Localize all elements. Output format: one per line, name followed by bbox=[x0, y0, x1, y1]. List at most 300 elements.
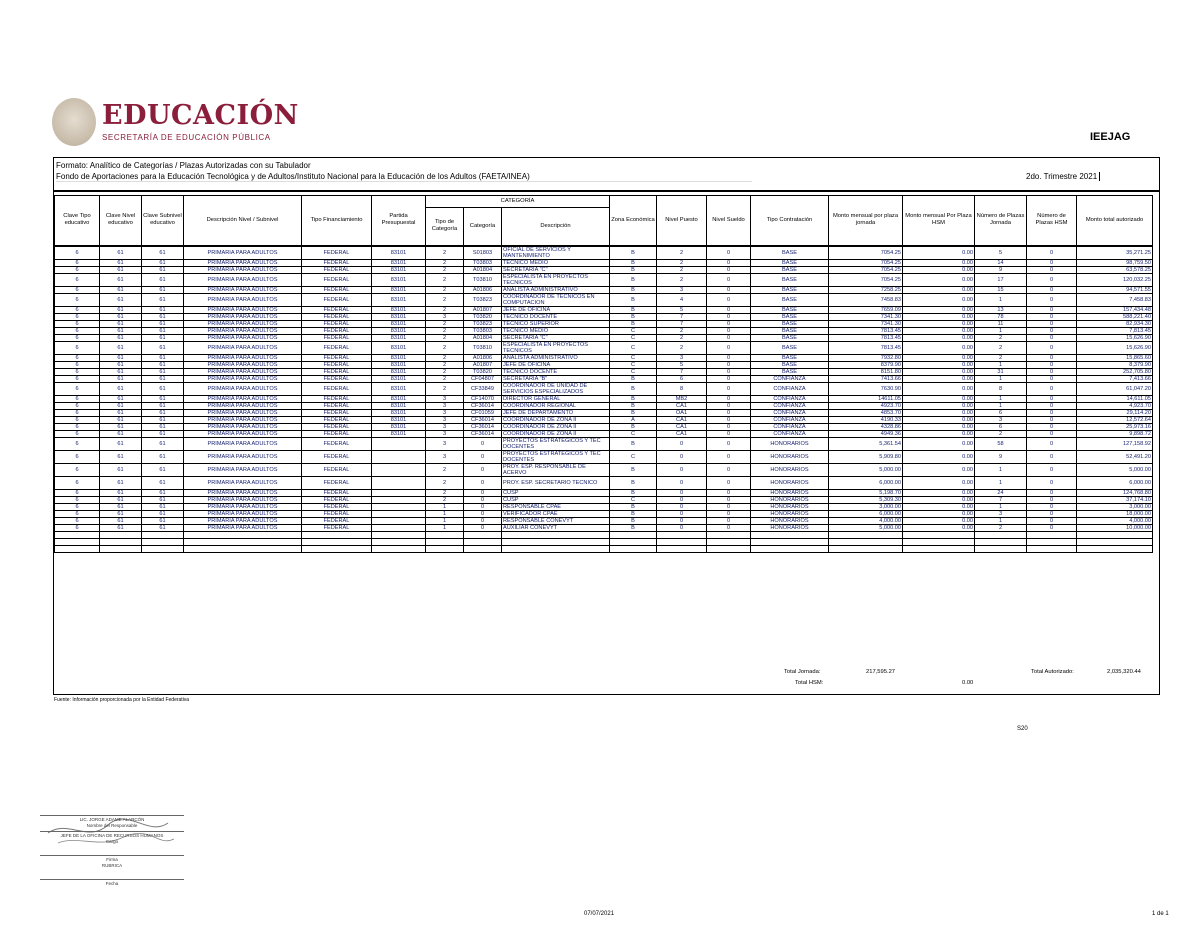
col-nivel-puesto: Nivel Puesto bbox=[657, 196, 707, 246]
col-tipo-financiamiento: Tipo Financiamiento bbox=[302, 196, 372, 246]
empty-cell bbox=[302, 538, 372, 545]
cell-descripcion-nivel: PRIMARIA PARA ADULTOS bbox=[184, 503, 302, 510]
cell-tipo-contratacion: BASE bbox=[751, 286, 829, 293]
cell-tipo-contratacion: HONORARIOS bbox=[751, 503, 829, 510]
cell-tipo-contratacion: BASE bbox=[751, 327, 829, 334]
cell-monto-hsm: 0.00 bbox=[903, 463, 975, 476]
cell-categoria: 0 bbox=[464, 489, 502, 496]
cell-clave-tipo: 6 bbox=[55, 368, 100, 375]
cell-monto-jornada: 5,909.80 bbox=[829, 450, 903, 463]
cell-financiamiento: FEDERAL bbox=[302, 402, 372, 409]
table-row bbox=[55, 524, 1153, 531]
cell-zona: B bbox=[610, 476, 657, 489]
cell-monto-total: 12,572.64 bbox=[1077, 416, 1153, 423]
cell-partida bbox=[372, 496, 426, 503]
cell-descripcion: CUSP bbox=[502, 496, 610, 503]
cell-tipo-categoria: 2 bbox=[426, 327, 464, 334]
cell-clave-tipo: 6 bbox=[55, 524, 100, 531]
cell-tipo-categoria: 2 bbox=[426, 496, 464, 503]
cell-num-hsm: 0 bbox=[1027, 409, 1077, 416]
cell-descripcion: ANALISTA ADMINISTRATIVO bbox=[502, 286, 610, 293]
cell-financiamiento: FEDERAL bbox=[302, 423, 372, 430]
cell-partida: 83101 bbox=[372, 246, 426, 260]
cell-zona: B bbox=[610, 503, 657, 510]
cell-clave-subnivel: 61 bbox=[142, 524, 184, 531]
cell-zona: B bbox=[610, 517, 657, 524]
cell-descripcion: TECNICO MEDIO bbox=[502, 259, 610, 266]
cell-zona: B bbox=[610, 313, 657, 320]
cell-clave-tipo: 6 bbox=[55, 266, 100, 273]
empty-cell bbox=[372, 545, 426, 552]
cell-tipo-contratacion: CONFIANZA bbox=[751, 416, 829, 423]
cell-zona: C bbox=[610, 496, 657, 503]
cell-nivel-puesto: 0 bbox=[657, 517, 707, 524]
cell-partida bbox=[372, 517, 426, 524]
cell-num-hsm: 0 bbox=[1027, 416, 1077, 423]
cell-descripcion: ESPECIALISTA EN PROYECTOS TECNICOS bbox=[502, 273, 610, 286]
signature-block bbox=[28, 809, 184, 889]
cell-partida: 83101 bbox=[372, 286, 426, 293]
cell-tipo-contratacion: BASE bbox=[751, 361, 829, 368]
cell-clave-subnivel: 61 bbox=[142, 334, 184, 341]
table-row bbox=[55, 450, 1153, 463]
cell-num-jornada: 78 bbox=[975, 313, 1027, 320]
cell-financiamiento: FEDERAL bbox=[302, 341, 372, 354]
cell-nivel-puesto: 5 bbox=[657, 306, 707, 313]
cell-clave-nivel: 61 bbox=[100, 395, 142, 402]
cell-clave-nivel: 61 bbox=[100, 476, 142, 489]
cell-clave-tipo: 6 bbox=[55, 430, 100, 437]
table-row bbox=[55, 327, 1153, 334]
cell-zona: C bbox=[610, 430, 657, 437]
cell-nivel-puesto: CA1 bbox=[657, 423, 707, 430]
cell-categoria: T03810 bbox=[464, 341, 502, 354]
cell-financiamiento: FEDERAL bbox=[302, 450, 372, 463]
cell-tipo-contratacion: HONORARIOS bbox=[751, 524, 829, 531]
cell-partida: 83101 bbox=[372, 327, 426, 334]
cell-monto-hsm: 0.00 bbox=[903, 382, 975, 395]
cell-tipo-contratacion: BASE bbox=[751, 354, 829, 361]
cell-nivel-sueldo: 0 bbox=[707, 402, 751, 409]
cell-monto-jornada: 7413.66 bbox=[829, 375, 903, 382]
cell-clave-subnivel: 61 bbox=[142, 450, 184, 463]
cell-monto-total: 18,000.00 bbox=[1077, 510, 1153, 517]
table-row bbox=[55, 382, 1153, 395]
cell-categoria: CF36014 bbox=[464, 402, 502, 409]
cell-monto-hsm: 0.00 bbox=[903, 341, 975, 354]
cell-descripcion: TECNICO DOCENTE bbox=[502, 368, 610, 375]
table-row bbox=[55, 375, 1153, 382]
cell-clave-tipo: 6 bbox=[55, 395, 100, 402]
table-row bbox=[55, 503, 1153, 510]
cell-clave-nivel: 61 bbox=[100, 402, 142, 409]
cell-tipo-categoria: 2 bbox=[426, 334, 464, 341]
cell-tipo-contratacion: BASE bbox=[751, 246, 829, 260]
col-descripcion-nivel: Descripción Nivel / Subnivel bbox=[184, 196, 302, 246]
cell-monto-total: 7,413.66 bbox=[1077, 375, 1153, 382]
empty-cell bbox=[751, 531, 829, 538]
cell-clave-subnivel: 61 bbox=[142, 246, 184, 260]
cell-nivel-sueldo: 0 bbox=[707, 517, 751, 524]
table-row bbox=[55, 354, 1153, 361]
cell-num-jornada: 2 bbox=[975, 354, 1027, 361]
cell-monto-hsm: 0.00 bbox=[903, 423, 975, 430]
cell-clave-subnivel: 61 bbox=[142, 489, 184, 496]
cell-financiamiento: FEDERAL bbox=[302, 375, 372, 382]
cell-num-hsm: 0 bbox=[1027, 286, 1077, 293]
cell-descripcion-nivel: PRIMARIA PARA ADULTOS bbox=[184, 341, 302, 354]
empty-cell bbox=[707, 538, 751, 545]
cell-tipo-categoria: 3 bbox=[426, 450, 464, 463]
cell-categoria: A01806 bbox=[464, 286, 502, 293]
cell-monto-total: 157,434.48 bbox=[1077, 306, 1153, 313]
cell-clave-tipo: 6 bbox=[55, 476, 100, 489]
cell-categoria: 0 bbox=[464, 437, 502, 450]
cell-num-hsm: 0 bbox=[1027, 402, 1077, 409]
cell-tipo-categoria: 2 bbox=[426, 375, 464, 382]
cell-tipo-contratacion: BASE bbox=[751, 368, 829, 375]
cell-num-hsm: 0 bbox=[1027, 320, 1077, 327]
cell-financiamiento: FEDERAL bbox=[302, 273, 372, 286]
cell-clave-nivel: 61 bbox=[100, 416, 142, 423]
cell-monto-total: 35,271.25 bbox=[1077, 246, 1153, 260]
table-row bbox=[55, 320, 1153, 327]
cell-nivel-puesto: 5 bbox=[657, 361, 707, 368]
empty-cell bbox=[903, 545, 975, 552]
cell-clave-subnivel: 61 bbox=[142, 402, 184, 409]
cell-num-jornada: 1 bbox=[975, 402, 1027, 409]
cell-monto-jornada: 14611.05 bbox=[829, 395, 903, 402]
cell-clave-nivel: 61 bbox=[100, 382, 142, 395]
cell-num-jornada: 14 bbox=[975, 259, 1027, 266]
cell-nivel-sueldo: 0 bbox=[707, 246, 751, 260]
signature-role: JEFE DE LA OFICINA DE RECURSOS HUMANOS bbox=[40, 831, 184, 838]
table-row bbox=[55, 463, 1153, 476]
cell-descripcion: PROYECTOS ESTRATEGICOS Y TEC DOCENTES bbox=[502, 437, 610, 450]
cell-num-jornada: 17 bbox=[975, 273, 1027, 286]
signature-rubrica: RUBRICA bbox=[101, 863, 123, 868]
col-monto-total: Monto total autorizado bbox=[1077, 196, 1153, 246]
cell-partida bbox=[372, 489, 426, 496]
cell-num-jornada: 1 bbox=[975, 476, 1027, 489]
cell-monto-hsm: 0.00 bbox=[903, 476, 975, 489]
cell-tipo-contratacion: BASE bbox=[751, 273, 829, 286]
cell-descripcion: SECRETARIA "C" bbox=[502, 334, 610, 341]
cell-monto-jornada: 4,000.00 bbox=[829, 517, 903, 524]
cell-nivel-puesto: 2 bbox=[657, 273, 707, 286]
cell-monto-jornada: 6,000.00 bbox=[829, 476, 903, 489]
cell-num-hsm: 0 bbox=[1027, 517, 1077, 524]
cell-monto-total: 252,705.80 bbox=[1077, 368, 1153, 375]
cell-clave-tipo: 6 bbox=[55, 375, 100, 382]
cell-clave-tipo: 6 bbox=[55, 510, 100, 517]
cell-tipo-categoria: 2 bbox=[426, 368, 464, 375]
cell-clave-nivel: 61 bbox=[100, 273, 142, 286]
cell-monto-jornada: 7258.25 bbox=[829, 286, 903, 293]
empty-cell bbox=[610, 538, 657, 545]
cell-monto-jornada: 4190.33 bbox=[829, 416, 903, 423]
cell-monto-jornada: 7630.90 bbox=[829, 382, 903, 395]
cell-clave-nivel: 61 bbox=[100, 259, 142, 266]
cell-descripcion-nivel: PRIMARIA PARA ADULTOS bbox=[184, 313, 302, 320]
empty-cell bbox=[426, 545, 464, 552]
cell-tipo-contratacion: BASE bbox=[751, 266, 829, 273]
empty-cell bbox=[707, 545, 751, 552]
cell-monto-total: 127,158.92 bbox=[1077, 437, 1153, 450]
cell-categoria: 0 bbox=[464, 503, 502, 510]
cell-clave-subnivel: 61 bbox=[142, 273, 184, 286]
cell-monto-jornada: 7813.45 bbox=[829, 334, 903, 341]
cell-monto-hsm: 0.00 bbox=[903, 334, 975, 341]
cell-financiamiento: FEDERAL bbox=[302, 259, 372, 266]
signature-name: LIC. JORGE ADAME ALARCÓN bbox=[40, 815, 184, 822]
empty-cell bbox=[184, 531, 302, 538]
cell-descripcion-nivel: PRIMARIA PARA ADULTOS bbox=[184, 306, 302, 313]
cell-nivel-sueldo: 0 bbox=[707, 430, 751, 437]
cell-categoria: 0 bbox=[464, 517, 502, 524]
cell-financiamiento: FEDERAL bbox=[302, 382, 372, 395]
cell-num-hsm: 0 bbox=[1027, 496, 1077, 503]
cell-descripcion-nivel: PRIMARIA PARA ADULTOS bbox=[184, 382, 302, 395]
table-row bbox=[55, 334, 1153, 341]
cell-clave-nivel: 61 bbox=[100, 306, 142, 313]
cell-nivel-puesto: 2 bbox=[657, 341, 707, 354]
cell-zona: B bbox=[610, 293, 657, 306]
cell-nivel-sueldo: 0 bbox=[707, 293, 751, 306]
cell-monto-hsm: 0.00 bbox=[903, 496, 975, 503]
cell-descripcion: SECRETARIA "C" bbox=[502, 266, 610, 273]
cell-descripcion: COORDINADOR DE ZONA II bbox=[502, 423, 610, 430]
cell-tipo-categoria: 2 bbox=[426, 306, 464, 313]
cell-monto-total: 588,221.40 bbox=[1077, 313, 1153, 320]
signature-name-label: Nombre del Responsable bbox=[86, 823, 138, 828]
cell-nivel-puesto: CA1 bbox=[657, 402, 707, 409]
cell-nivel-sueldo: 0 bbox=[707, 437, 751, 450]
report-header bbox=[54, 158, 1159, 192]
cell-tipo-categoria: 3 bbox=[426, 430, 464, 437]
cell-nivel-puesto: 6 bbox=[657, 375, 707, 382]
empty-cell bbox=[1077, 531, 1153, 538]
brand-title: EDUCACIÓN bbox=[102, 100, 299, 131]
empty-cell bbox=[184, 545, 302, 552]
cell-nivel-puesto: CA1 bbox=[657, 430, 707, 437]
cell-num-jornada: 9 bbox=[975, 450, 1027, 463]
table-row bbox=[55, 489, 1153, 496]
cell-descripcion-nivel: PRIMARIA PARA ADULTOS bbox=[184, 510, 302, 517]
cell-categoria: 0 bbox=[464, 510, 502, 517]
state-code: IEEJAG bbox=[1090, 131, 1131, 143]
cell-nivel-sueldo: 0 bbox=[707, 382, 751, 395]
cell-nivel-sueldo: 0 bbox=[707, 368, 751, 375]
cell-descripcion-nivel: PRIMARIA PARA ADULTOS bbox=[184, 517, 302, 524]
cell-nivel-sueldo: 0 bbox=[707, 354, 751, 361]
cell-zona: B bbox=[610, 382, 657, 395]
cell-clave-nivel: 61 bbox=[100, 375, 142, 382]
page-mark: S20 bbox=[1017, 726, 1028, 732]
cell-monto-jornada: 7813.45 bbox=[829, 341, 903, 354]
cell-clave-subnivel: 61 bbox=[142, 395, 184, 402]
cell-partida: 83101 bbox=[372, 293, 426, 306]
cell-monto-hsm: 0.00 bbox=[903, 320, 975, 327]
cell-partida: 83101 bbox=[372, 423, 426, 430]
cell-tipo-contratacion: HONORARIOS bbox=[751, 496, 829, 503]
col-tipo-contratacion: Tipo Contratación bbox=[751, 196, 829, 246]
empty-cell bbox=[1077, 545, 1153, 552]
cell-monto-jornada: 7054.25 bbox=[829, 259, 903, 266]
col-clave-subnivel: Clave Subnivel educativo bbox=[142, 196, 184, 246]
table-row bbox=[55, 423, 1153, 430]
col-num-jornada: Número de Plazas Jornada bbox=[975, 196, 1027, 246]
cell-num-hsm: 0 bbox=[1027, 327, 1077, 334]
cell-monto-jornada: 7458.83 bbox=[829, 293, 903, 306]
cell-tipo-contratacion: HONORARIOS bbox=[751, 463, 829, 476]
cell-descripcion-nivel: PRIMARIA PARA ADULTOS bbox=[184, 430, 302, 437]
cell-tipo-categoria: 1 bbox=[426, 524, 464, 531]
total-jornada-value: 217,595.27 bbox=[866, 669, 896, 675]
empty-cell bbox=[184, 538, 302, 545]
cell-nivel-puesto: 2 bbox=[657, 266, 707, 273]
cell-nivel-sueldo: 0 bbox=[707, 266, 751, 273]
empty-row bbox=[55, 545, 1153, 552]
empty-cell bbox=[657, 545, 707, 552]
empty-cell bbox=[426, 531, 464, 538]
cell-num-hsm: 0 bbox=[1027, 334, 1077, 341]
cell-categoria: T03810 bbox=[464, 273, 502, 286]
cell-zona: B bbox=[610, 402, 657, 409]
cell-num-hsm: 0 bbox=[1027, 476, 1077, 489]
cell-monto-hsm: 0.00 bbox=[903, 306, 975, 313]
cell-partida bbox=[372, 510, 426, 517]
cell-clave-nivel: 61 bbox=[100, 496, 142, 503]
empty-cell bbox=[975, 538, 1027, 545]
cell-financiamiento: FEDERAL bbox=[302, 327, 372, 334]
cell-nivel-sueldo: 0 bbox=[707, 524, 751, 531]
cell-tipo-contratacion: BASE bbox=[751, 306, 829, 313]
cell-clave-nivel: 61 bbox=[100, 409, 142, 416]
empty-cell bbox=[610, 531, 657, 538]
table-row bbox=[55, 313, 1153, 320]
cell-zona: C bbox=[610, 334, 657, 341]
cell-tipo-contratacion: CONFIANZA bbox=[751, 395, 829, 402]
cell-clave-nivel: 61 bbox=[100, 286, 142, 293]
table-row bbox=[55, 409, 1153, 416]
cell-nivel-sueldo: 0 bbox=[707, 341, 751, 354]
cell-num-hsm: 0 bbox=[1027, 510, 1077, 517]
cell-clave-nivel: 61 bbox=[100, 510, 142, 517]
cell-descripcion-nivel: PRIMARIA PARA ADULTOS bbox=[184, 496, 302, 503]
cell-clave-tipo: 6 bbox=[55, 354, 100, 361]
cell-descripcion: ESPECIALISTA EN PROYECTOS TECNICOS bbox=[502, 341, 610, 354]
cell-clave-tipo: 6 bbox=[55, 382, 100, 395]
cell-descripcion-nivel: PRIMARIA PARA ADULTOS bbox=[184, 361, 302, 368]
cell-descripcion: ANALISTA ADMINISTRATIVO bbox=[502, 354, 610, 361]
cell-categoria: CF04807 bbox=[464, 375, 502, 382]
cell-monto-hsm: 0.00 bbox=[903, 409, 975, 416]
empty-cell bbox=[302, 545, 372, 552]
cell-num-hsm: 0 bbox=[1027, 361, 1077, 368]
cell-nivel-puesto: 0 bbox=[657, 496, 707, 503]
table-row bbox=[55, 496, 1153, 503]
cell-descripcion: DIRECTOR GENERAL bbox=[502, 395, 610, 402]
empty-cell bbox=[464, 545, 502, 552]
cell-categoria: CF36014 bbox=[464, 430, 502, 437]
cell-nivel-puesto: MB2 bbox=[657, 395, 707, 402]
cell-tipo-contratacion: CONFIANZA bbox=[751, 375, 829, 382]
cell-nivel-puesto: 2 bbox=[657, 334, 707, 341]
empty-cell bbox=[829, 531, 903, 538]
cell-clave-nivel: 61 bbox=[100, 450, 142, 463]
empty-cell bbox=[142, 538, 184, 545]
cell-tipo-categoria: 2 bbox=[426, 273, 464, 286]
cell-categoria: T03820 bbox=[464, 368, 502, 375]
cell-clave-tipo: 6 bbox=[55, 306, 100, 313]
table-body bbox=[55, 246, 1153, 553]
cell-monto-jornada: 4949.36 bbox=[829, 430, 903, 437]
cell-clave-subnivel: 61 bbox=[142, 266, 184, 273]
table-row bbox=[55, 273, 1153, 286]
cell-monto-jornada: 6,000.00 bbox=[829, 510, 903, 517]
cell-zona: C bbox=[610, 450, 657, 463]
cell-tipo-contratacion: CONFIANZA bbox=[751, 402, 829, 409]
cell-num-jornada: 6 bbox=[975, 423, 1027, 430]
col-monto-jornada: Monto mensual por plaza jornada bbox=[829, 196, 903, 246]
empty-cell bbox=[975, 531, 1027, 538]
cell-monto-hsm: 0.00 bbox=[903, 489, 975, 496]
cell-tipo-categoria: 1 bbox=[426, 517, 464, 524]
cell-monto-total: 4,923.70 bbox=[1077, 402, 1153, 409]
cell-clave-subnivel: 61 bbox=[142, 517, 184, 524]
cell-nivel-sueldo: 0 bbox=[707, 313, 751, 320]
cell-clave-nivel: 61 bbox=[100, 266, 142, 273]
cell-clave-subnivel: 61 bbox=[142, 368, 184, 375]
cell-categoria: A01804 bbox=[464, 334, 502, 341]
cell-clave-nivel: 61 bbox=[100, 489, 142, 496]
cell-descripcion-nivel: PRIMARIA PARA ADULTOS bbox=[184, 489, 302, 496]
total-jornada-label: Total Jornada: bbox=[784, 669, 821, 675]
cell-num-jornada: 6 bbox=[975, 409, 1027, 416]
cell-descripcion: JEFE DE OFICINA bbox=[502, 361, 610, 368]
cell-zona: B bbox=[610, 306, 657, 313]
cell-clave-nivel: 61 bbox=[100, 423, 142, 430]
cell-nivel-sueldo: 0 bbox=[707, 273, 751, 286]
page-number: 1 de 1 bbox=[1152, 911, 1169, 917]
cell-clave-nivel: 61 bbox=[100, 430, 142, 437]
cell-monto-total: 37,174.10 bbox=[1077, 496, 1153, 503]
cell-monto-hsm: 0.00 bbox=[903, 430, 975, 437]
format-label: Formato: Analítico de Categorías / Plazas Autorizadas con su Tabulador bbox=[56, 161, 311, 170]
col-nivel-sueldo: Nivel Sueldo bbox=[707, 196, 751, 246]
cell-clave-subnivel: 61 bbox=[142, 430, 184, 437]
cell-num-hsm: 0 bbox=[1027, 341, 1077, 354]
cell-tipo-contratacion: HONORARIOS bbox=[751, 510, 829, 517]
empty-cell bbox=[502, 531, 610, 538]
cell-nivel-sueldo: 0 bbox=[707, 476, 751, 489]
cell-financiamiento: FEDERAL bbox=[302, 430, 372, 437]
cell-nivel-puesto: OA1 bbox=[657, 409, 707, 416]
cell-partida: 83101 bbox=[372, 402, 426, 409]
cell-descripcion: RESPONSABLE CONEVYT bbox=[502, 517, 610, 524]
cell-monto-jornada: 7341.30 bbox=[829, 320, 903, 327]
cell-descripcion: COORDINADOR DE ZONA II bbox=[502, 416, 610, 423]
cell-clave-nivel: 61 bbox=[100, 524, 142, 531]
cell-tipo-categoria: 2 bbox=[426, 476, 464, 489]
empty-cell bbox=[142, 545, 184, 552]
cell-num-jornada: 9 bbox=[975, 266, 1027, 273]
cell-descripcion: TECNICO SUPERIOR bbox=[502, 320, 610, 327]
cell-clave-subnivel: 61 bbox=[142, 437, 184, 450]
cell-financiamiento: FEDERAL bbox=[302, 496, 372, 503]
cell-partida bbox=[372, 503, 426, 510]
